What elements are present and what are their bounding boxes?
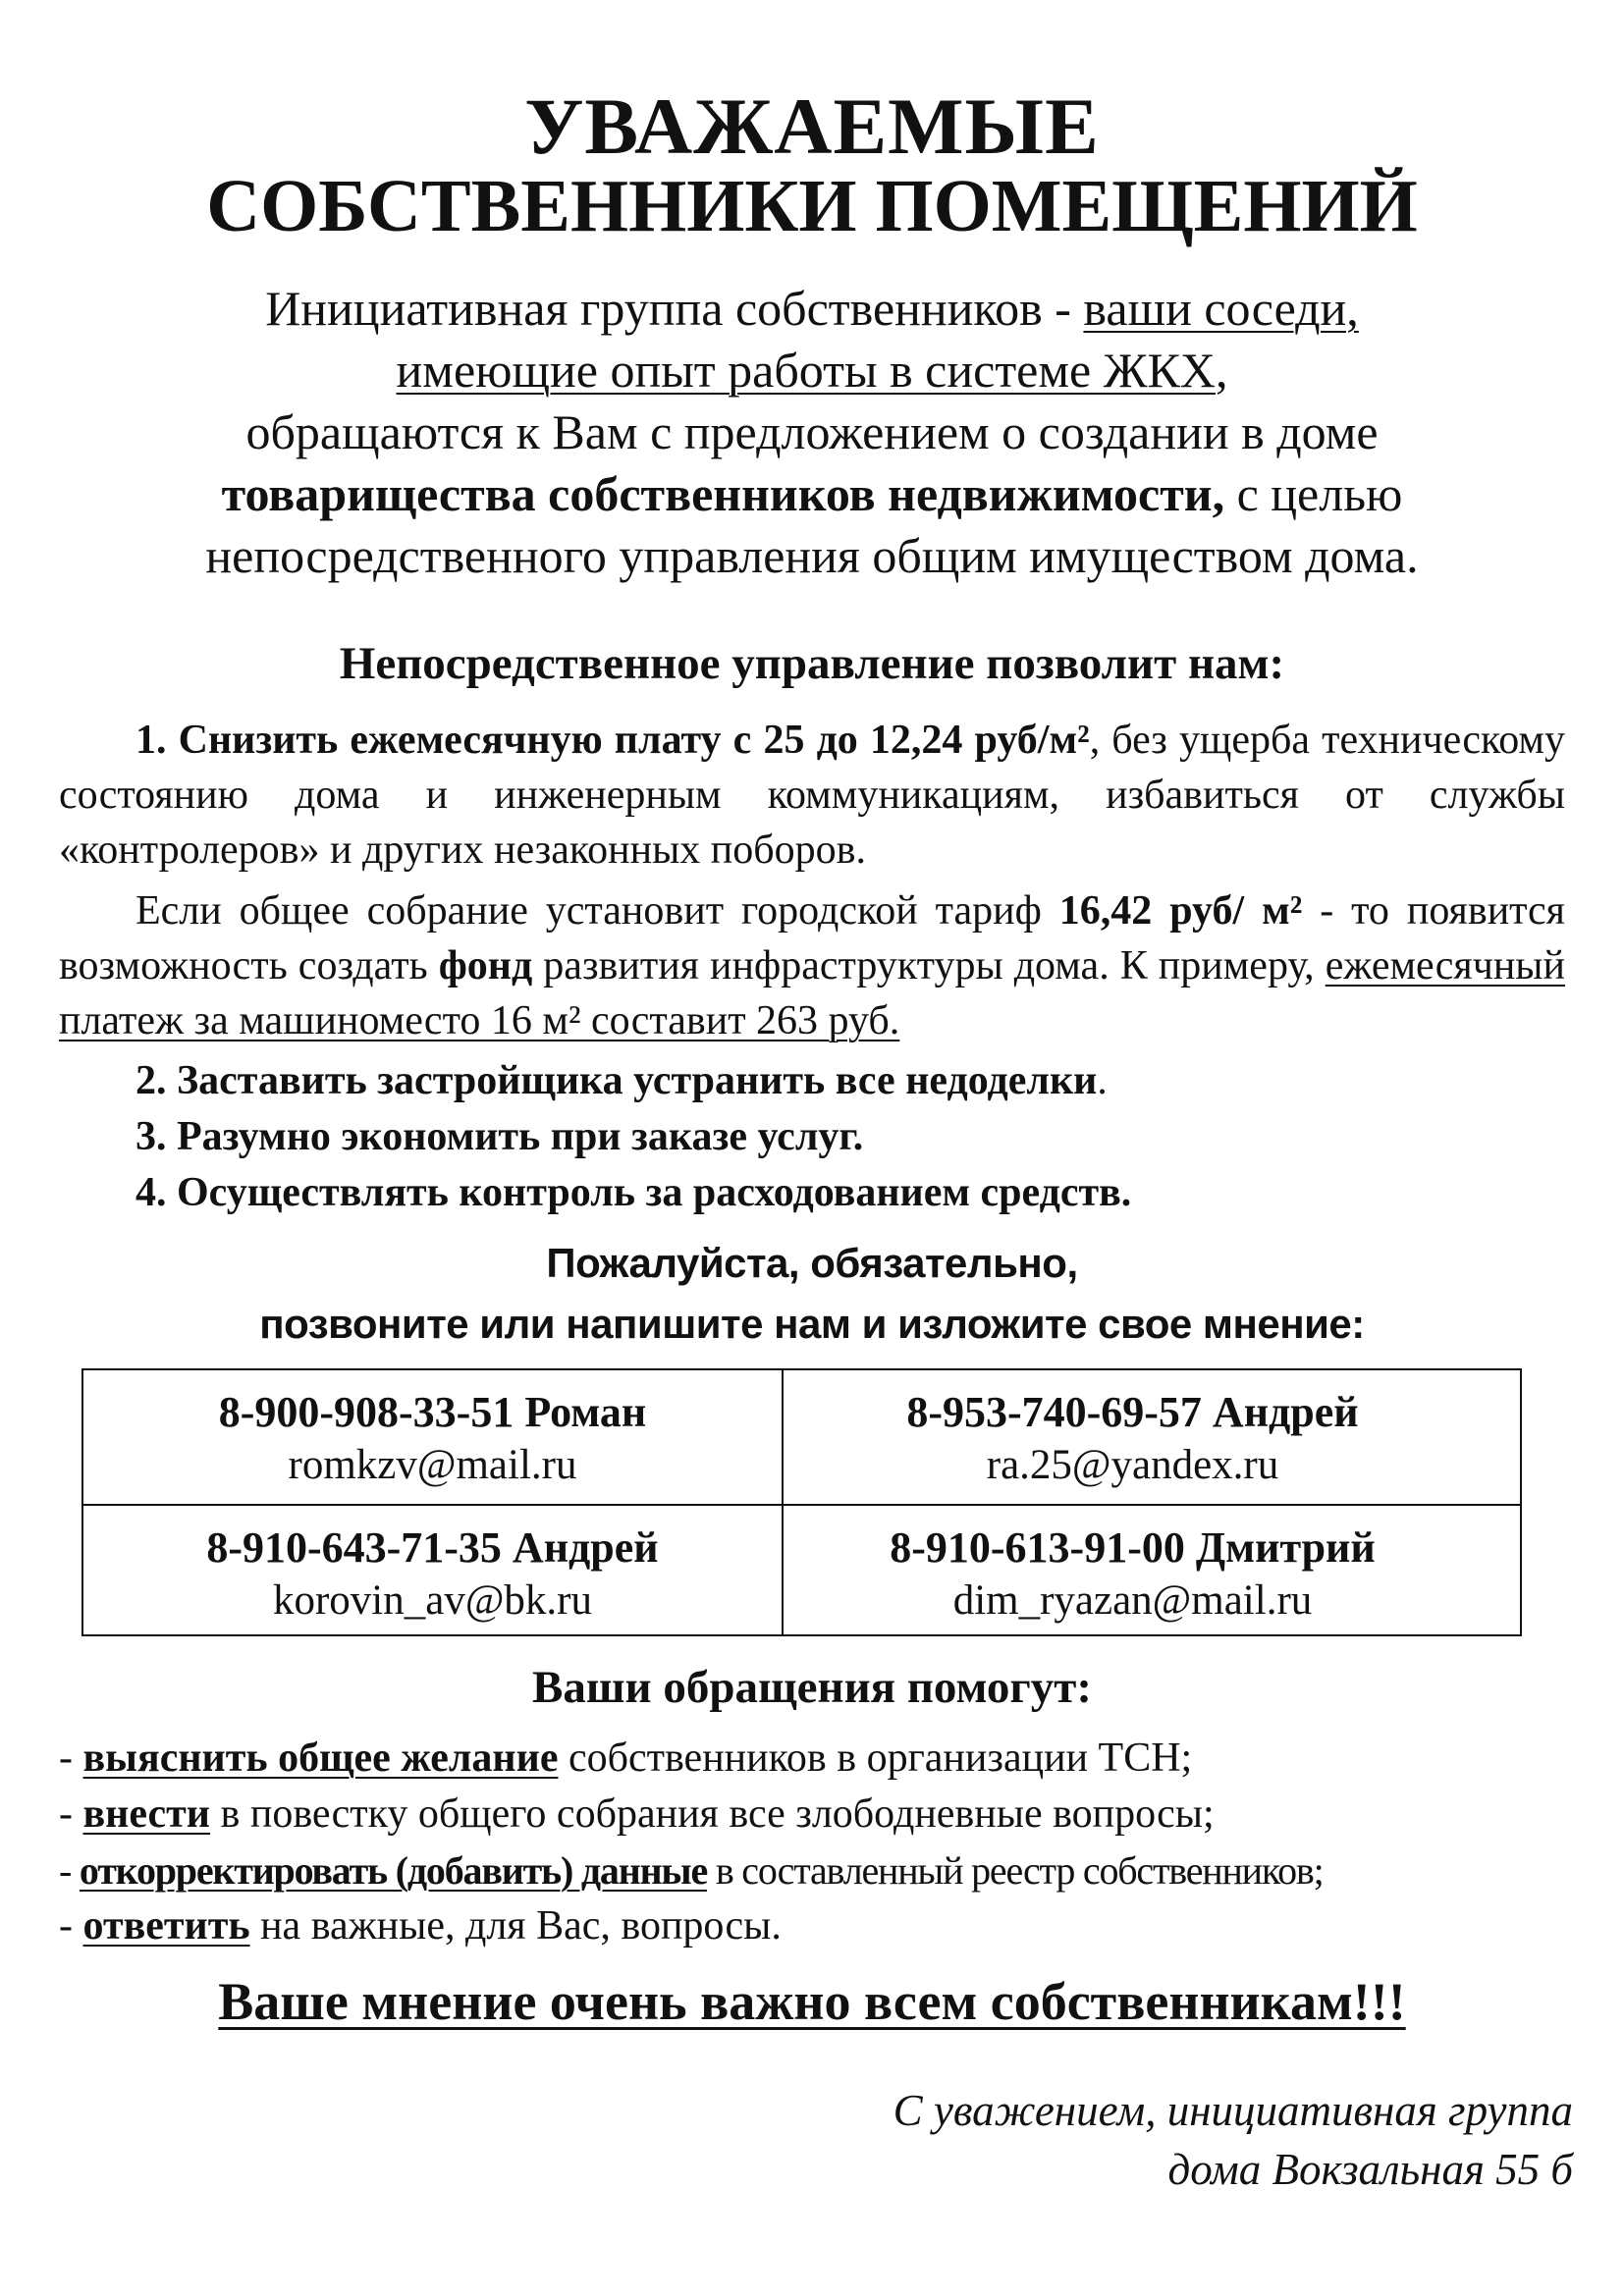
point-3 xyxy=(135,1109,863,1164)
extra-bold-fund: фонд xyxy=(438,943,533,988)
benefits-heading: Ваши обращения помогут: xyxy=(531,1662,1093,1713)
contact-email: romkzv@mail.ru xyxy=(288,1442,577,1488)
intro-underline-2: имеющие опыт работы в системе ЖКХ xyxy=(396,343,1216,398)
signature xyxy=(893,2081,1573,2199)
list-item xyxy=(59,1787,1571,1842)
point-1-extra xyxy=(59,883,1565,1048)
list-item xyxy=(59,1842,1571,1898)
contact-email: korovin_av@bk.ru xyxy=(272,1577,593,1624)
contact-phone: 8-910-643-71-35 Андрей xyxy=(206,1523,659,1572)
bullet-dash: - xyxy=(59,1791,83,1837)
point-4-text: 4. Осуществлять контроль за расходованием средств. xyxy=(135,1170,1132,1215)
list-item xyxy=(59,1898,1571,1954)
bullet-dash: - xyxy=(59,1903,83,1949)
contact-phone: 8-910-613-91-00 Дмитрий xyxy=(890,1523,1376,1572)
signature-line-1: С уважением, инициативная группа xyxy=(893,2086,1573,2135)
point-1 xyxy=(59,713,1565,878)
extra-text-1: Если общее собрание установит городской тариф xyxy=(135,888,1059,934)
bullet-dash: - xyxy=(59,1735,83,1781)
list-item xyxy=(59,1731,1571,1787)
extra-bold-tariff: 16,42 руб/ м² xyxy=(1058,888,1303,934)
bullet-key: внести xyxy=(82,1791,211,1837)
contact-phone: 8-900-908-33-51 Роман xyxy=(218,1388,647,1436)
contact-email: ra.25@yandex.ru xyxy=(986,1442,1279,1488)
bullet-text: на важные, для Вас, вопросы. xyxy=(249,1903,782,1949)
intro-paragraph xyxy=(88,278,1536,587)
intro-underline-1: ваши соседи, xyxy=(1083,281,1359,336)
point-2-text: 2. Заставить застройщика устранить все недоделки xyxy=(135,1058,1098,1103)
final-note-text: Ваше мнение очень важно всем собственникам!!! xyxy=(218,1972,1406,2031)
extra-text-3: развития инфраструктуры дома. К примеру, xyxy=(532,943,1326,988)
extra-text-2: - то появится возможность создать xyxy=(59,888,1565,988)
contact-cell xyxy=(83,1370,782,1504)
contact-email: dim_ryazan@mail.ru xyxy=(952,1577,1313,1624)
bullet-text: собственников в организации ТСН; xyxy=(558,1735,1193,1781)
benefits-list xyxy=(59,1731,1571,1954)
point-4 xyxy=(135,1165,1131,1220)
contact-cell xyxy=(83,1506,782,1639)
signature-line-2: дома Вокзальная 55 б xyxy=(1167,2145,1573,2194)
bullet-text: в повестку общего собрания все злободневные вопросы; xyxy=(210,1791,1215,1837)
bullet-text: в составленный реестр собственников; xyxy=(707,1848,1324,1893)
extra-underline: ежемесячный платеж за машиноместо 16 м² составит 263 руб. xyxy=(59,943,1566,1043)
bullet-dash: - xyxy=(59,1848,80,1893)
point-2-tail: . xyxy=(1097,1058,1108,1103)
title-line-1: УВАЖАЕМЫЕ xyxy=(524,81,1100,171)
callout-line-1: Пожалуйста, обязательно, xyxy=(546,1240,1078,1286)
intro-text-2: , xyxy=(1215,343,1228,398)
callout-line-2: позвоните или напишите нам и изложите свое мнение: xyxy=(259,1301,1365,1347)
contact-phone: 8-953-740-69-57 Андрей xyxy=(906,1388,1359,1436)
bullet-key: выяснить общее желание xyxy=(82,1735,559,1781)
bullet-key: ответить xyxy=(82,1903,250,1949)
title-line-2: СОБСТВЕННИКИ ПОМЕЩЕНИЙ xyxy=(206,165,1418,247)
contacts-table xyxy=(81,1368,1522,1636)
point-1-bold: 1. Снизить ежемесячную плату с 25 до 12,24 руб/м² xyxy=(135,718,1090,763)
point-1-text: , без ущерба техническому состоянию дома и инженерным коммуникациям, избавиться от службы «контролеров» и других незаконных поборов. xyxy=(59,718,1566,873)
section-heading: Непосредственное управление позволит нам: xyxy=(339,638,1285,689)
contact-cell xyxy=(784,1370,1482,1504)
final-note xyxy=(0,1973,1624,2031)
point-3-text: 3. Разумно экономить при заказе услуг. xyxy=(135,1114,864,1159)
intro-text-3: обращаются к Вам с предложением о создании в доме xyxy=(245,404,1379,459)
contact-cell xyxy=(784,1506,1482,1639)
intro-bold: товарищества собственников недвижимости, xyxy=(221,466,1225,521)
intro-text-1: Инициативная группа собственников - xyxy=(265,281,1084,336)
bullet-key: откорректировать (добавить) данные xyxy=(79,1848,708,1893)
point-2 xyxy=(135,1053,1108,1108)
intro-text-4: с целью непосредственного управления общим имуществом дома. xyxy=(205,466,1419,583)
